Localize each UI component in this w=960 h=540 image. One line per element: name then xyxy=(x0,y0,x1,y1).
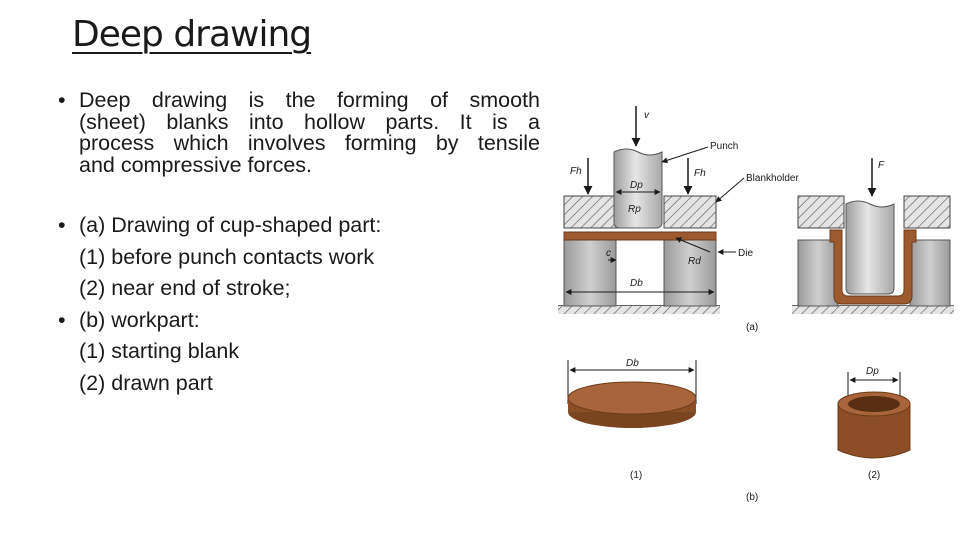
label-f: F xyxy=(878,160,885,171)
label-c: c xyxy=(606,248,611,259)
figure-b1-blank xyxy=(568,360,696,428)
blankholder-right xyxy=(664,196,716,228)
bullet-dot: • xyxy=(58,213,66,237)
bullet-line: (2) near end of stroke; xyxy=(79,276,291,300)
deep-drawing-figure xyxy=(548,92,960,512)
label-db-a: Db xyxy=(630,278,643,289)
slide-title: Deep drawing xyxy=(72,14,312,55)
bullet-line: process which involves forming by tensile xyxy=(79,131,540,155)
label-dp-a: Dp xyxy=(630,180,643,191)
bullet-list xyxy=(58,90,540,399)
label-dp-b: Dp xyxy=(866,366,879,377)
die-right xyxy=(664,240,716,306)
label-blankholder: Blankholder xyxy=(746,173,799,184)
bullet-item xyxy=(58,305,540,400)
blank-sheet xyxy=(564,232,716,240)
bullet-line: (sheet) blanks into hollow parts. It is a xyxy=(79,109,540,134)
deep-drawing-diagram xyxy=(548,92,960,512)
base-hatch xyxy=(558,306,720,314)
bullet-line: (1) before punch contacts work xyxy=(79,244,375,269)
label-fh-left: Fh xyxy=(570,166,582,177)
bullet-dot: • xyxy=(58,88,66,112)
bullet-line: (b) workpart: xyxy=(79,307,200,332)
caption-a: (a) xyxy=(746,322,759,333)
label-sub2: (2) xyxy=(868,470,881,481)
label-rp: Rp xyxy=(628,204,641,215)
label-sub1: (1) xyxy=(630,470,643,481)
label-fh-right: Fh xyxy=(694,168,706,179)
bullet-line: (2) drawn part xyxy=(79,370,213,395)
bullet-dot: • xyxy=(58,307,66,332)
bullet-item xyxy=(58,210,540,305)
label-v: v xyxy=(644,110,649,121)
figure-a2 xyxy=(792,158,954,314)
label-punch: Punch xyxy=(710,141,739,152)
bullet-line: Deep drawing is the forming of smooth xyxy=(79,88,540,112)
figure-b2-cup xyxy=(838,372,910,458)
label-db-b: Db xyxy=(626,358,639,369)
bullet-line: and compressive forces. xyxy=(79,152,313,177)
bullet-line: (a) Drawing of cup-shaped part: xyxy=(79,213,382,237)
label-die: Die xyxy=(738,248,754,259)
label-rd: Rd xyxy=(688,256,701,267)
bullet-item xyxy=(58,90,540,176)
blank-disk xyxy=(568,382,696,414)
bullet-line: (1) starting blank xyxy=(79,339,240,363)
caption-b: (b) xyxy=(746,492,759,503)
figure-a1 xyxy=(558,106,744,314)
